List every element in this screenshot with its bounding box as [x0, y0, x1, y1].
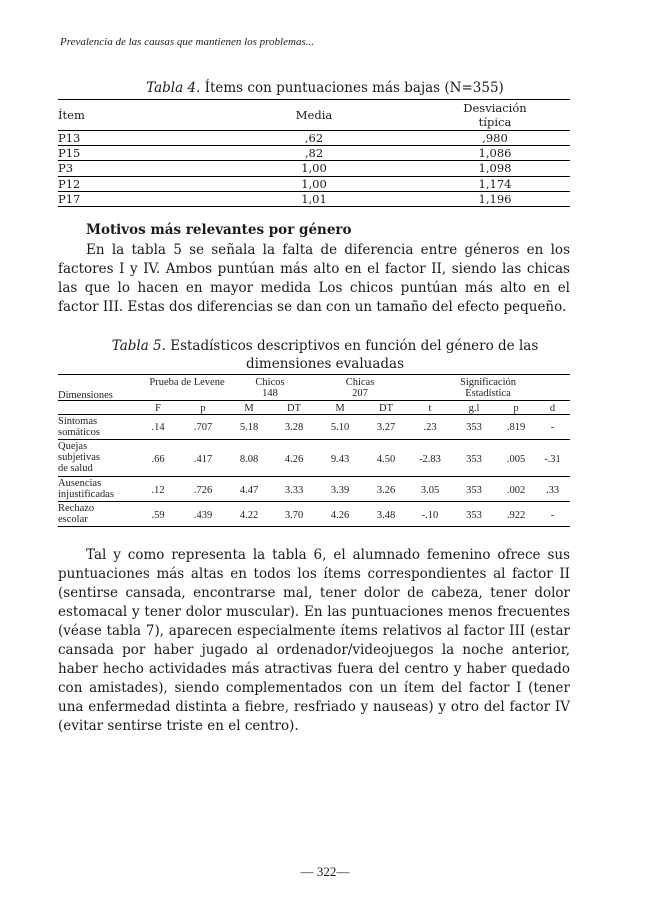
- table5-header-chicas: Chicas: [345, 377, 375, 388]
- table5-cell-p-signif: .005: [506, 454, 526, 465]
- table5-header-dimensiones: Dimensiones: [58, 390, 113, 401]
- table4-cell-item: P15: [58, 146, 208, 161]
- table5: [58, 374, 570, 529]
- table5-header-chicos: Chicos: [255, 377, 285, 388]
- table5-header-significacion: Significación: [460, 377, 516, 388]
- table4-row: [58, 191, 570, 206]
- table4-caption: [0, 80, 650, 96]
- table5-dimension-line: escolar: [58, 514, 88, 525]
- table5-row-dimension: [58, 441, 100, 474]
- table4-cell-item: P12: [58, 176, 208, 191]
- table4-cell-media: 1,01: [208, 191, 420, 206]
- table5-cell-t: 3.05: [420, 485, 440, 496]
- table5-cell-p: .439: [193, 510, 213, 521]
- table5-subheader-gl: g.l: [468, 403, 480, 414]
- table4-cell-desviacion: 1,196: [420, 191, 570, 206]
- table4-cell-media: 1,00: [208, 176, 420, 191]
- table4-caption-text: Ítems con puntuaciones más bajas (N=355): [200, 80, 504, 96]
- table5-cell-dt-chicas: 4.50: [376, 454, 396, 465]
- table4-cell-media: 1,00: [208, 161, 420, 176]
- table4-cell-media: ,82: [208, 146, 420, 161]
- table4-cell-media: ,62: [208, 131, 420, 146]
- table5-rule-subheader: [58, 414, 570, 415]
- table5-cell-m-chicas: 9.43: [330, 454, 350, 465]
- table5-dimension-line: subjetivas: [58, 452, 100, 463]
- table5-cell-d: -: [550, 422, 555, 433]
- table5-rule-header: [58, 400, 570, 401]
- table5-dimension-line: Rechazo: [58, 503, 95, 514]
- table5-cell-f: .66: [151, 454, 165, 465]
- table5-cell-m-chicas: 5.10: [330, 422, 350, 433]
- table4-header-media: Media: [208, 100, 420, 131]
- table5-subheader-d: d: [549, 403, 556, 414]
- table4-row: [58, 161, 570, 176]
- table5-cell-gl: 353: [466, 454, 482, 465]
- table5-cell-m-chicas: 4.26: [330, 510, 350, 521]
- table5-subheader-f: F: [155, 403, 161, 414]
- table5-dimension-line: Ausencias: [58, 478, 102, 489]
- table5-cell-dt-chicos: 3.70: [284, 510, 304, 521]
- paragraph: Tal y como representa la tabla 6, el alumnado femenino ofrece sus puntuaciones más altas en todos los ítems correspondientes al factor II (sentirse cansada, encontrarse mal, tener dolor de cabeza, tener dolor estomacal y tener dolor muscular). En las puntuaciones menos frecuentes (véase tabla 7), aparecen especialmente ítems relativos al factor III (estar cansada por haber jugado al ordenador/videojuegos la noche anterior, haber hecho actividades más atractivas fuera del centro y haber quedado con amistades), siendo complementados con un ítem del factor I (tener una enfermedad distinta a fiebre, resfriado y nauseas) y otro del factor IV (evitar sentirse triste en el centro).: [58, 547, 570, 734]
- table5-caption-label: Tabla 5.: [111, 338, 166, 354]
- table5-cell-dt-chicas: 3.26: [376, 485, 396, 496]
- table4-cell-desviacion: 1,086: [420, 146, 570, 161]
- table5-cell-t: -.10: [421, 510, 439, 521]
- table5-subheader-p-signif: p: [513, 403, 519, 414]
- table5-cell-p-signif: .002: [506, 485, 526, 496]
- table4-row: [58, 131, 570, 146]
- table5-cell-f: .14: [151, 422, 165, 433]
- table5-cell-dt-chicos: 4.26: [284, 454, 304, 465]
- table5-cell-gl: 353: [466, 422, 482, 433]
- section-heading: Motivos más relevantes por género: [86, 222, 352, 238]
- table5-cell-m-chicas: 3.39: [330, 485, 350, 496]
- table5-dimension-line: Síntomas: [58, 416, 98, 427]
- table5-cell-p-signif: .922: [506, 510, 526, 521]
- table5-cell-p: .726: [193, 485, 213, 496]
- table5-subheader-p: p: [200, 403, 206, 414]
- table5-cell-d: .33: [545, 485, 560, 496]
- table5-dimension-line: de salud: [58, 463, 93, 474]
- table5-rule-bottom: [58, 526, 570, 527]
- table5-cell-m-chicos: 5.18: [239, 422, 259, 433]
- table5-cell-t: -2.83: [419, 454, 441, 465]
- table5-subheader-m-chicas: M: [335, 403, 345, 414]
- table5-cell-f: .59: [151, 510, 165, 521]
- table5-header-estadistica: Estadística: [465, 388, 511, 399]
- table5-cell-d: -.31: [544, 454, 561, 465]
- table5-subheader-t: t: [428, 403, 432, 414]
- table5-row-dimension: [58, 503, 94, 525]
- table5-cell-dt-chicos: 3.28: [284, 422, 304, 433]
- table5-rule-row: [58, 476, 570, 477]
- table5-cell-dt-chicos: 3.33: [284, 485, 304, 496]
- table5-header-chicas-n: 207: [352, 388, 368, 399]
- table5-rule-row: [58, 501, 570, 502]
- table4-cell-desviacion: 1,098: [420, 161, 570, 176]
- table5-cell-dt-chicas: 3.27: [376, 422, 396, 433]
- table4-cell-item: P13: [58, 131, 208, 146]
- table4-cell-item: P17: [58, 191, 208, 206]
- table5-row-dimension: [58, 478, 114, 500]
- table5-cell-m-chicos: 4.22: [239, 510, 259, 521]
- page-number: — 322—: [300, 864, 350, 879]
- table5-cell-p: .417: [193, 454, 213, 465]
- table5-rule-top: [58, 374, 570, 375]
- table4-cell-desviacion: 1,174: [420, 176, 570, 191]
- table5-cell-t: .23: [423, 422, 437, 433]
- table4-header-desviacion-2: típica: [478, 115, 512, 129]
- table4: [58, 99, 570, 207]
- running-head: Prevalencia de las causas que mantienen los problemas...: [60, 36, 314, 48]
- paragraph: En la tabla 5 se señala la falta de diferencia entre géneros en los factores I y IV. Ambos puntúan más alto en el factor II, siendo las chicas las que lo hacen en mayor medida Los chicos puntúan más alto en el factor III. Estas dos diferencias se dan con un tamaño del efecto pequeño.: [58, 242, 570, 315]
- table4-header-item: Ítem: [58, 100, 208, 131]
- table4-header-row: [58, 100, 570, 131]
- table4-row: [58, 146, 570, 161]
- table4-header-desviacion-1: Desviación: [463, 101, 527, 115]
- table5-cell-dt-chicas: 3.48: [376, 510, 396, 521]
- table5-subheader-m-chicos: M: [244, 403, 254, 414]
- table5-cell-m-chicos: 4.47: [239, 485, 259, 496]
- table5-cell-gl: 353: [466, 510, 482, 521]
- table5-header-levene: Prueba de Levene: [149, 377, 225, 388]
- table5-caption-text: Estadísticos descriptivos en función del género de las dimensiones evaluadas: [165, 338, 539, 372]
- table5-cell-p: .707: [193, 422, 213, 433]
- table5-dimension-line: injustificadas: [58, 489, 114, 500]
- table5-caption: [80, 337, 570, 373]
- table5-cell-m-chicos: 8.08: [239, 454, 259, 465]
- table5-dimension-line: somáticos: [58, 427, 100, 438]
- table5-row-dimension: [58, 416, 100, 438]
- table5-subheader-dt-chicos: DT: [287, 403, 301, 414]
- table4-cell-desviacion: ,980: [420, 131, 570, 146]
- table5-rule-row: [58, 439, 570, 440]
- table4-row: [58, 176, 570, 191]
- table4-caption-label: Tabla 4.: [146, 80, 201, 96]
- table4-cell-item: P3: [58, 161, 208, 176]
- table5-dimension-line: Quejas: [58, 441, 88, 452]
- table5-subheader-dt-chicas: DT: [379, 403, 393, 414]
- table4-header-desviacion: [420, 100, 570, 131]
- table5-header-chicos-n: 148: [262, 388, 278, 399]
- table5-cell-gl: 353: [466, 485, 482, 496]
- table5-cell-f: .12: [151, 485, 165, 496]
- table5-cell-p-signif: .819: [506, 422, 526, 433]
- table5-cell-d: -: [550, 510, 555, 521]
